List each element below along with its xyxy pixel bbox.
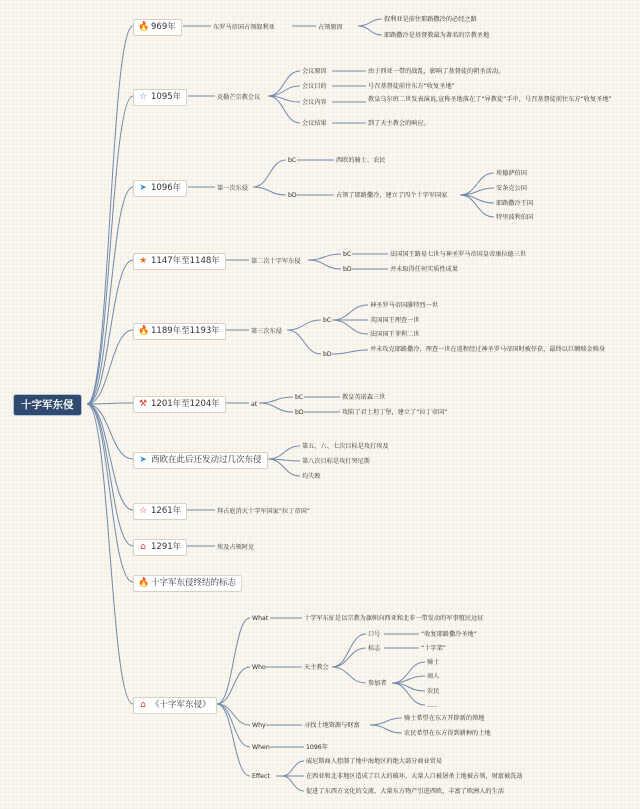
topic-label: 1095年 xyxy=(151,92,182,102)
text-node: at xyxy=(251,401,258,408)
topic-label: 969年 xyxy=(151,22,176,32)
root-connector xyxy=(87,404,133,704)
paper-plane-icon: ➤ xyxy=(139,455,147,465)
text-node: Who xyxy=(252,664,266,671)
text-node: 拜占庭消灭十字军国家“拉丁帝国” xyxy=(217,508,311,515)
connector xyxy=(358,26,382,35)
text-node: 英国国王理查一世 xyxy=(370,317,420,324)
text-node: 第八次目标是攻打突尼斯 xyxy=(302,458,371,465)
home-icon: ⌂ xyxy=(140,700,146,710)
text-node: 标志 xyxy=(368,645,381,652)
text-node: 耶路撒冷王国 xyxy=(496,200,534,207)
text-node: 法国国王路易七世与神圣罗马帝国皇帝康拉德三世 xyxy=(390,251,527,258)
text-node: bC xyxy=(343,251,352,258)
topic-1096[interactable] xyxy=(133,180,187,197)
topic-end-marker[interactable] xyxy=(133,575,242,592)
topic-label: 1096年 xyxy=(151,183,182,193)
connector xyxy=(370,725,402,733)
connector xyxy=(287,320,321,330)
topic-1261[interactable] xyxy=(133,503,187,520)
connector xyxy=(217,618,250,704)
tools-icon: ⚒ xyxy=(138,399,148,409)
flame-icon: 🔥 xyxy=(138,326,150,336)
text-node: 法国国王菲利二世 xyxy=(370,331,420,338)
text-node: 威尼斯商人控制了地中海地区的绝大部分商业贸易 xyxy=(306,758,443,765)
topic-label: 1291年 xyxy=(151,542,182,552)
text-node: bC xyxy=(323,317,332,324)
text-node: 天主教会 xyxy=(304,664,329,671)
text-node: 在西亚和北非地区造成了巨大的破坏，大量人口被屠杀土地被占领，财富被洗劫 xyxy=(306,773,523,780)
topic-label: 1189年至1193年 xyxy=(151,326,220,336)
text-node: bC xyxy=(288,157,297,164)
text-node: 占领了耶路撒冷，建立了四个十字军国家 xyxy=(336,192,448,199)
text-node: 第一次东侵 xyxy=(217,185,248,192)
text-node: 第五、六、七次目标是攻打埃及 xyxy=(302,443,389,450)
text-node: What xyxy=(252,615,269,622)
text-node: bD xyxy=(343,266,352,273)
text-node: bD xyxy=(295,409,304,416)
connector xyxy=(332,320,368,334)
text-node: 第二次十字军东侵 xyxy=(251,258,301,265)
connector xyxy=(308,260,341,269)
topic-1201-1204[interactable] xyxy=(133,396,226,413)
text-node: 东罗马帝国占领叙利亚 xyxy=(213,24,275,31)
connector xyxy=(268,459,300,476)
text-node: 骑士 xyxy=(427,659,440,666)
topic-label: 《十字军东侵》 xyxy=(151,700,211,710)
flame-icon: 🔥 xyxy=(138,22,150,32)
text-node: “十字架” xyxy=(421,645,446,652)
text-node: bC xyxy=(295,394,304,401)
connector xyxy=(358,19,382,26)
text-node: bD xyxy=(323,351,332,358)
text-node: 并未取得任何实质性成果 xyxy=(390,266,459,273)
text-node: 均失败 xyxy=(302,473,321,480)
topic-1189-1193[interactable] xyxy=(133,323,226,340)
paper-plane-icon: ➤ xyxy=(139,183,147,193)
text-node: 教皇乌尔班二世发表演说,宣称圣地落在了“异教徒”手中，号召基督徒前往东方“收复圣地” xyxy=(368,96,612,103)
text-node: 由于西亚一带的战乱，影响了基督徒的朝圣活动。 xyxy=(368,68,505,75)
star-outline-icon: ☆ xyxy=(138,92,148,102)
text-node: 特里波利伯国 xyxy=(496,214,534,221)
root-topic[interactable]: 十字军东侵 xyxy=(13,394,82,416)
connector xyxy=(253,160,286,187)
text-node: 参加者 xyxy=(368,680,387,687)
text-node: 埃及占领阿克 xyxy=(217,544,255,551)
text-node: 神圣罗马帝国腓特烈一世 xyxy=(370,302,439,309)
topic-969[interactable] xyxy=(133,19,182,36)
text-node: 会议目的 xyxy=(302,83,327,90)
text-node: 寻找土地资源与财富 xyxy=(304,722,360,729)
text-node: 农民希望在东方得到耕种的土地 xyxy=(404,730,491,737)
text-node: 并未攻克耶路撒冷，理查一世在返程经过神圣罗马帝国时被俘获，最终以巨额赎金赎身 xyxy=(370,346,606,353)
connector xyxy=(253,187,286,195)
connector xyxy=(332,667,366,683)
root-connector xyxy=(87,404,133,459)
text-node: 埃德萨伯国 xyxy=(496,170,527,177)
text-node: 十字军东征是以宗教为旗帜向西亚和北非一带发动的军事殖民远征 xyxy=(304,615,484,622)
text-node: 促进了东西方文化的交流，大量东方物产引进西欧，丰富了欧洲人的生活 xyxy=(306,788,504,795)
connector xyxy=(259,403,293,412)
root-connector xyxy=(87,404,133,546)
topic-later-crusades[interactable] xyxy=(133,452,268,469)
text-node: 口号 xyxy=(368,631,381,638)
text-node: 耶路撒冷是基督教最为著名的宗教圣地 xyxy=(384,32,490,39)
star-outline-icon: ☆ xyxy=(138,506,148,516)
topic-1095[interactable] xyxy=(133,89,187,106)
topic-1147-1148[interactable] xyxy=(133,253,226,270)
text-node: 教皇英诺森三世 xyxy=(342,394,386,401)
text-node: 第三次东侵 xyxy=(251,328,282,335)
connector xyxy=(287,330,321,354)
topic-label: 西欧在此后还发动过几次东侵 xyxy=(151,455,262,465)
text-node: 占领原因 xyxy=(318,24,343,31)
connector xyxy=(259,397,293,403)
connector xyxy=(217,667,250,704)
home-icon: ⌂ xyxy=(140,542,146,552)
text-node: 会议原因 xyxy=(302,68,327,75)
connector xyxy=(332,634,366,667)
connector xyxy=(268,71,300,96)
text-node: 骑士希望在东方开辟新的领地 xyxy=(404,715,485,722)
root-connector xyxy=(87,96,133,404)
flame-icon: 🔥 xyxy=(138,578,150,588)
root-connector xyxy=(87,403,133,404)
topic-label: 十字军东侵终结的标志 xyxy=(151,578,237,588)
text-node: When xyxy=(252,744,270,751)
text-node: 安条克公国 xyxy=(496,185,527,192)
text-node: 1096年 xyxy=(306,744,328,751)
connector xyxy=(392,683,425,705)
connector xyxy=(460,195,494,217)
text-node: Effect xyxy=(252,773,270,780)
text-node: 会议结果 xyxy=(302,120,327,127)
connector xyxy=(282,776,304,791)
text-node: “收复耶路撒冷圣地” xyxy=(421,631,477,638)
topic-label: 1201年至1204年 xyxy=(151,399,220,409)
topic-summary[interactable] xyxy=(133,697,217,714)
text-node: Why xyxy=(252,722,266,729)
connector xyxy=(308,254,341,260)
connector xyxy=(268,446,300,459)
text-node: bD xyxy=(288,192,297,199)
topic-1291[interactable] xyxy=(133,539,187,556)
text-node: 克勒芒宗教会议 xyxy=(217,94,261,101)
connector xyxy=(332,305,368,320)
connector xyxy=(332,350,368,354)
text-node: 商人 xyxy=(427,673,440,680)
connector xyxy=(370,718,402,725)
text-node: 农民 xyxy=(427,688,440,695)
text-node: 到了天主教会的响应。 xyxy=(368,120,430,127)
text-node: 号召基督徒前往东方“收复圣地” xyxy=(368,83,455,90)
text-node: ..... xyxy=(427,702,437,709)
root-connector xyxy=(87,26,133,404)
topic-label: 1147年至1148年 xyxy=(151,256,220,266)
connector xyxy=(268,86,300,96)
connector xyxy=(282,761,304,776)
star-filled-icon: ★ xyxy=(138,256,148,266)
text-node: 会议内容 xyxy=(302,99,327,106)
text-node: 西欧的骑士、农民 xyxy=(336,157,386,164)
text-node: 叙利亚是前往耶路撒冷的必经之路 xyxy=(384,16,477,23)
text-node: 攻陷了君士坦丁堡，建立了“拉丁帝国” xyxy=(342,409,448,416)
connector xyxy=(268,96,300,123)
topic-label: 1261年 xyxy=(151,506,182,516)
